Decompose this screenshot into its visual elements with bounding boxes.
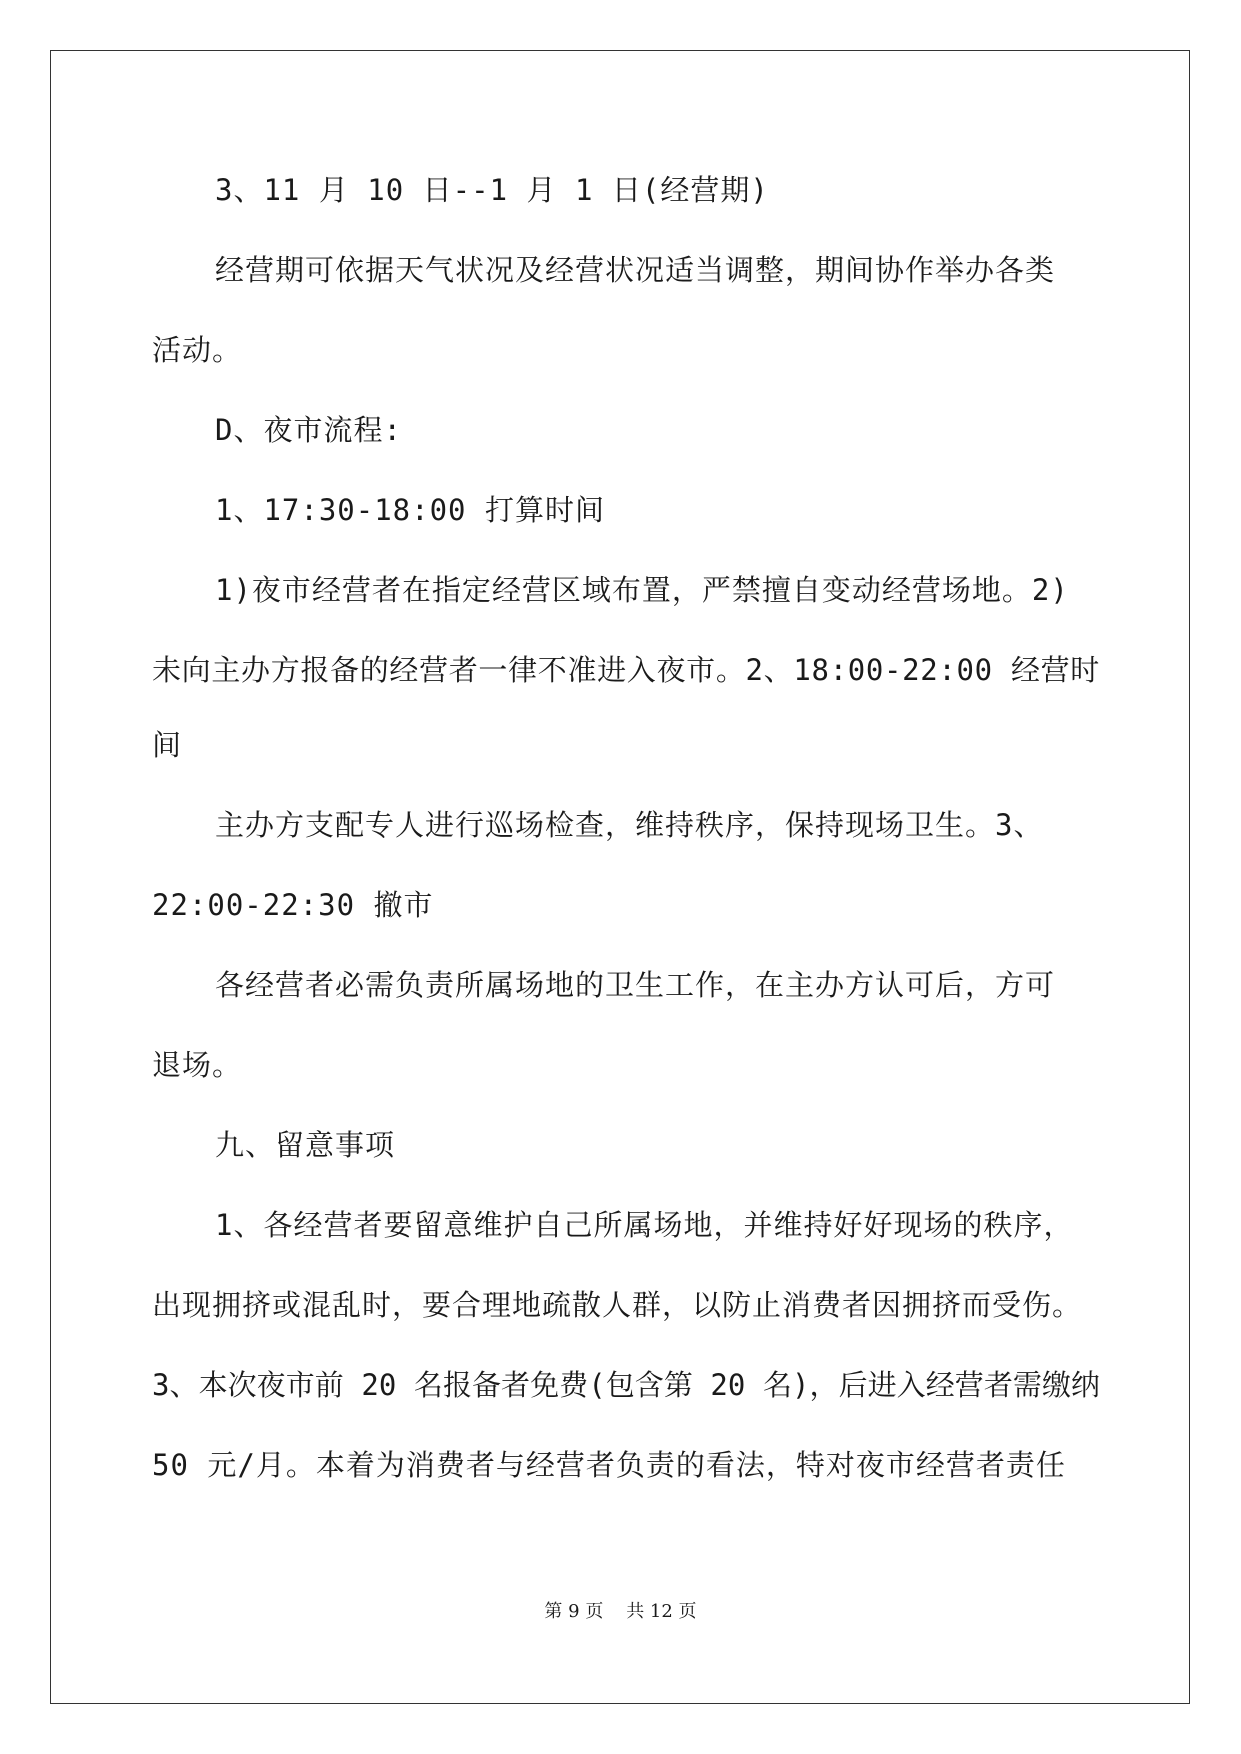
text-line: 3、本次夜市前 20 名报备者免费(包含第 20 名)，后进入经营者需缴纳 [152, 1368, 1101, 1402]
text-line: 活动。 [152, 333, 243, 367]
text-line: 各经营者必需负责所属场地的卫生工作，在主办方认可后，方可 [215, 968, 1056, 1002]
text-line: 主办方支配专人进行巡场检查，维持秩序，保持现场卫生。3、 [215, 808, 1044, 842]
text-line: 出现拥挤或混乱时，要合理地疏散人群，以防止消费者因拥挤而受伤。 [152, 1288, 1083, 1322]
text-line: 50 元/月。本着为消费者与经营者负责的看法，特对夜市经营者责任 [152, 1448, 1066, 1482]
page-number-footer: 第 9 页 共 12 页 [544, 1601, 697, 1622]
text-line: 经营期可依据天气状况及经营状况适当调整，期间协作举办各类 [215, 253, 1056, 287]
text-line: 1、17:30-18:00 打算时间 [215, 493, 605, 527]
text-line: 退场。 [152, 1048, 243, 1082]
text-line: D、夜市流程: [215, 413, 402, 447]
text-line: 3、11 月 10 日--1 月 1 日(经营期) [215, 173, 769, 207]
text-line: 22:00-22:30 撤市 [152, 888, 434, 922]
text-line: 1、各经营者要留意维护自己所属场地，并维持好好现场的秩序， [215, 1208, 1074, 1242]
text-line: 间 [152, 728, 183, 762]
text-line: 1)夜市经营者在指定经营区域布置，严禁擅自变动经营场地。2) [215, 573, 1069, 607]
text-line: 九、留意事项 [215, 1128, 396, 1162]
text-line: 未向主办方报备的经营者一律不准进入夜市。2、18:00-22:00 经营时 [152, 653, 1100, 687]
